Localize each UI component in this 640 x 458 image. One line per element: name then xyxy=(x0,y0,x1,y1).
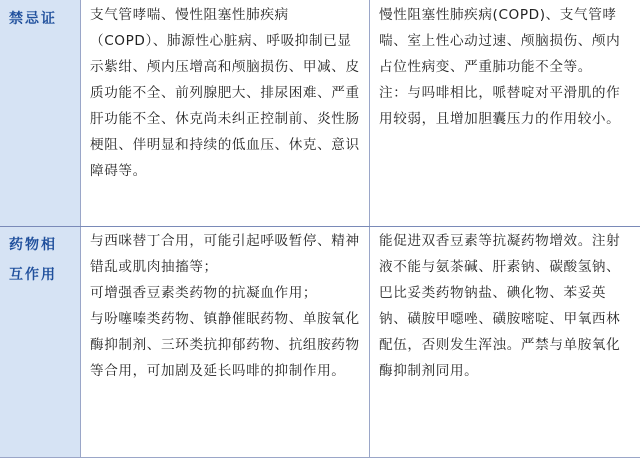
pethidine-interactions-cell xyxy=(369,226,640,458)
cell-paragraph: 支气管哮喘、慢性阻塞性肺疾病（COPD）、肺源性心脏病、呼吸抑制已显示紫绀、颅内压增高和颅脑损伤、甲减、皮质功能不全、前列腺肥大、排尿困难、严重肝功能不全、休克尚未纠正控制前、炎性肠梗阻、伴明显和持续的低血压、休克、意识障碍等。 xyxy=(90,7,360,179)
cell-paragraph: 可增强香豆素类药物的抗凝血作用； xyxy=(90,285,318,301)
table-row-contraindications xyxy=(0,0,640,226)
pethidine-contraindications-cell xyxy=(369,0,640,226)
cell-paragraph: 与吩噻嗪类药物、镇静催眠药物、单胺氧化酶抑制剂、三环类抗抑郁药物、抗组胺药物等合用，可加剧及延长吗啡的抑制作用。 xyxy=(90,311,360,379)
cell-paragraph: 慢性阻塞性肺疾病(COPD)、支气管哮喘、室上性心动过速、颅脑损伤、颅内占位性病变、严重肺功能不全等。 xyxy=(379,7,621,75)
morphine-interactions-cell xyxy=(80,226,369,458)
cell-paragraph: 能促进双香豆素等抗凝药物增效。注射液不能与氨茶碱、肝素钠、碳酸氢钠、巴比妥类药物钠盐、碘化物、苯妥英钠、磺胺甲噁唑、磺胺嘧啶、甲氧西林配伍，否则发生浑浊。严禁与单胺氧化酶抑制剂同用。 xyxy=(379,233,621,379)
morphine-contraindications-cell xyxy=(80,0,369,226)
cell-note: 注：与吗啡相比，哌替啶对平滑肌的作用较弱，且增加胆囊压力的作用较小。 xyxy=(379,85,621,127)
table-row-drug-interactions xyxy=(0,226,640,458)
row-header: 药物相互作用 xyxy=(0,226,80,458)
row-header: 禁忌证 xyxy=(0,0,80,226)
cell-paragraph: 与西咪替丁合用，可能引起呼吸暂停、精神错乱或肌肉抽搐等； xyxy=(90,233,360,275)
